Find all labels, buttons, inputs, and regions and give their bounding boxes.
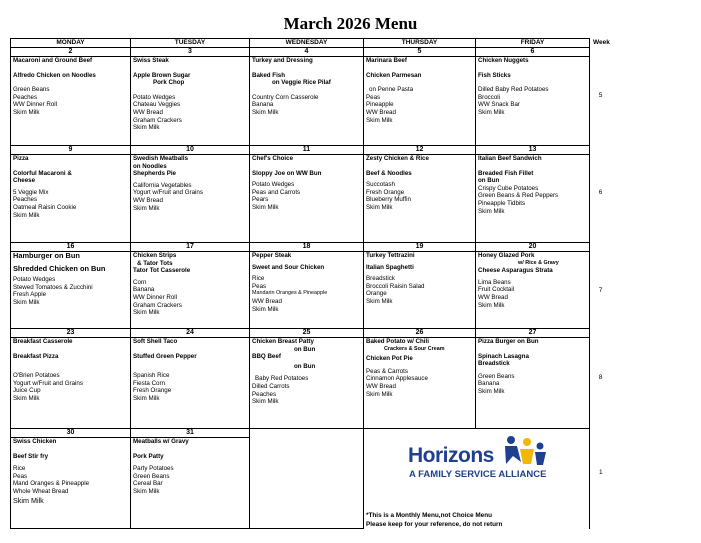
menu-line: Skim Milk — [478, 301, 505, 309]
week-number: 5 — [598, 91, 603, 99]
menu-line: Banana — [133, 286, 155, 294]
menu-line: Breakfast Casserole — [13, 338, 73, 345]
menu-line: w/ Rice & Gravy — [518, 259, 559, 266]
menu-line: Fiesta Corn — [133, 379, 165, 387]
day-cell — [131, 429, 250, 529]
date-number: 4 — [250, 48, 363, 57]
day-cell — [364, 146, 476, 243]
menu-line: Meatballs w/ Gravy — [133, 438, 189, 445]
menu-line: Chicken Parmesan — [366, 71, 422, 79]
menu-line: Apple Brown Sugar — [133, 71, 191, 79]
menu-line: Chicken Strips — [133, 252, 177, 259]
menu-line: Sloppy Joe on WW Bun — [252, 169, 322, 177]
menu-line: O'Brien Potatoes — [13, 372, 60, 380]
date-number: 24 — [131, 329, 249, 338]
menu-line: Baby Red Potatoes — [255, 375, 309, 383]
menu-line: WW Bread — [366, 108, 396, 116]
menu-line: Chateau Veggies — [133, 101, 181, 109]
menu-line: Succotash — [366, 181, 395, 189]
logo-name: Horizons — [408, 444, 494, 467]
menu-line: Hamburger on Bun — [13, 251, 80, 260]
day-cell — [131, 329, 250, 429]
menu-line: on Noodles — [133, 162, 167, 170]
date-number: 27 — [476, 329, 589, 338]
date-number: 2 — [11, 48, 130, 57]
menu-line: Oatmeal Raisin Cookie — [13, 203, 77, 211]
week-number: 7 — [598, 286, 603, 294]
menu-line: WW Bread — [366, 382, 396, 390]
menu-line: Pizza — [13, 155, 29, 162]
date-number: 23 — [11, 329, 130, 338]
menu-line: Peaches — [13, 93, 38, 101]
empty-cell — [250, 429, 364, 529]
logo-tagline: A FAMILY SERVICE ALLIANCE — [409, 469, 547, 480]
menu-line: Dilled Baby Red Potatoes — [478, 86, 549, 94]
date-number: 5 — [364, 48, 475, 57]
week-number: 1 — [598, 468, 603, 476]
day-header-thursday: THURSDAY — [364, 39, 476, 48]
menu-line: Cheese Asparagus Strata — [478, 267, 553, 275]
menu-line: Peaches — [13, 196, 38, 204]
menu-line: Swedish Meatballs — [133, 155, 189, 162]
menu-line: Skim Milk — [13, 394, 40, 402]
menu-line: Fish Sticks — [478, 71, 511, 79]
menu-line: Breaded Fish Fillet — [478, 169, 534, 177]
note-line-1: *This is a Monthly Menu,not Choice Menu — [366, 512, 493, 519]
menu-line: Graham Crackers — [133, 116, 182, 124]
menu-line: Green Beans — [133, 472, 170, 480]
day-cell — [250, 243, 364, 329]
day-cell — [364, 329, 476, 429]
menu-line: Spanish Rice — [133, 372, 170, 380]
day-cell — [476, 329, 590, 429]
menu-line: Cereal Bar — [133, 480, 163, 488]
menu-line: Country Corn Casserole — [252, 93, 319, 101]
menu-line: Peas — [252, 282, 267, 290]
date-number: 11 — [250, 146, 363, 155]
menu-line: Skim Milk — [133, 309, 160, 317]
day-header-wednesday: WEDNESDAY — [250, 39, 364, 48]
menu-line: Chef's Choice — [252, 155, 294, 162]
menu-line: Chicken Nuggets — [478, 57, 529, 64]
menu-line: WW Dinner Roll — [13, 101, 58, 109]
menu-line: Skim Milk — [478, 108, 505, 116]
note-line-2: Please keep for your reference, do not return — [366, 521, 503, 528]
day-cell — [364, 243, 476, 329]
menu-line: Skim Milk — [133, 124, 160, 132]
menu-line: Yogurt w/Fruit and Grains — [133, 189, 203, 197]
menu-line: Peaches — [252, 390, 277, 398]
menu-line: Peas — [13, 472, 28, 480]
day-cell — [364, 48, 476, 146]
menu-line: Macaroni and Ground Beef — [13, 57, 93, 64]
day-cell — [131, 48, 250, 146]
menu-line: Marinara Beef — [366, 57, 407, 64]
menu-line: Skim Milk — [133, 204, 160, 212]
menu-line: Stewed Tomatoes & Zucchini — [13, 283, 93, 291]
menu-line: Skim Milk — [133, 487, 160, 495]
menu-line: Rice — [13, 465, 26, 473]
menu-note — [366, 511, 502, 529]
menu-line: Pizza Burger on Bun — [478, 338, 539, 345]
menu-line: Orange — [366, 290, 387, 298]
menu-line: Fresh Orange — [133, 387, 172, 395]
menu-line: Baked Fish — [252, 71, 286, 79]
menu-line: Pepper Steak — [252, 252, 292, 259]
day-cell — [250, 48, 364, 146]
day-header-tuesday: TUESDAY — [131, 39, 250, 48]
menu-line: Breadstick — [478, 360, 510, 368]
menu-line: Skim Milk — [478, 387, 505, 395]
menu-line: Honey Glazed Pork — [478, 252, 535, 259]
menu-line: Stuffed Green Pepper — [133, 352, 197, 360]
day-cell — [11, 146, 131, 243]
menu-line: Soft Shell Taco — [133, 338, 178, 345]
menu-line: Turkey and Dressing — [252, 57, 313, 64]
menu-line: Baked Potato w/ Chili — [366, 338, 429, 345]
menu-line: Alfredo Chicken on Noodles — [13, 71, 96, 79]
day-cell — [11, 243, 131, 329]
date-number: 26 — [364, 329, 475, 338]
menu-line: Chicken Breast Patty — [252, 338, 314, 345]
menu-line: Skim Milk — [13, 495, 44, 505]
menu-line: Broccoli Raisin Salad — [366, 282, 425, 290]
menu-line: Skim Milk — [366, 390, 393, 398]
menu-line: California Vegetables — [133, 181, 192, 189]
day-cell — [250, 146, 364, 243]
menu-line: Italian Beef Sandwich — [478, 155, 542, 162]
menu-line: Skim Milk — [252, 305, 279, 313]
menu-line: Cinnamon Applesauce — [366, 375, 428, 383]
date-number: 16 — [11, 243, 130, 252]
week-header: Week — [593, 39, 610, 46]
menu-line: Green Beans & Red Peppers — [478, 192, 559, 200]
menu-line: Skim Milk — [13, 108, 40, 116]
day-cell — [131, 243, 250, 329]
week-number: 6 — [598, 188, 603, 196]
menu-line: on Bun — [478, 177, 500, 185]
menu-line: Skim Milk — [252, 398, 279, 406]
date-number: 30 — [11, 429, 130, 438]
menu-line: WW Bread — [478, 293, 508, 301]
date-number: 17 — [131, 243, 249, 252]
menu-line: 5 Veggie Mix — [13, 188, 49, 196]
date-number: 3 — [131, 48, 249, 57]
menu-line: Skim Milk — [252, 108, 279, 116]
menu-line: WW Bread — [133, 108, 163, 116]
menu-line: Breadstick — [366, 275, 395, 283]
day-cell — [11, 48, 131, 146]
menu-line: Peas — [366, 93, 381, 101]
menu-line: Rice — [252, 275, 265, 283]
menu-line: Yogurt w/Fruit and Grains — [13, 379, 83, 387]
menu-line: Pineapple — [366, 101, 394, 109]
menu-line: Peas & Carrots — [366, 367, 408, 375]
horizons-logo — [405, 440, 580, 500]
week-number: 8 — [598, 373, 603, 381]
menu-line: Fruit Cocktail — [478, 286, 515, 294]
menu-line: WW Bread — [252, 297, 282, 305]
day-cell — [476, 243, 590, 329]
date-number: 9 — [11, 146, 130, 155]
menu-line: BBQ Beef — [252, 353, 281, 361]
menu-line: Mand Oranges & Pineapple — [13, 480, 90, 488]
date-number: 18 — [250, 243, 363, 252]
menu-line: Skim Milk — [478, 207, 505, 215]
date-number: 6 — [476, 48, 589, 57]
menu-line: Crispy Cube Potatoes — [478, 184, 539, 192]
menu-line: Pork Chop — [153, 79, 185, 87]
menu-line: Banana — [478, 380, 500, 388]
menu-line: Mandarin Oranges & Pineapple — [252, 290, 328, 297]
menu-line: & Tator Tots — [137, 259, 173, 267]
menu-line: Graham Crackers — [133, 301, 182, 309]
menu-line: Colorful Macaroni & — [13, 169, 72, 177]
day-cell — [250, 329, 364, 429]
menu-line: Beef Stir fry — [13, 452, 49, 460]
menu-line: Crackers & Sour Cream — [384, 345, 445, 352]
day-cell — [476, 146, 590, 243]
day-cell — [11, 329, 131, 429]
menu-line: Fresh Apple — [13, 291, 47, 299]
menu-line: Tator Tot Casserole — [133, 267, 191, 275]
menu-line: Pork Patty — [133, 452, 164, 460]
menu-line: Pears — [252, 196, 269, 204]
menu-line: Skim Milk — [366, 297, 393, 305]
menu-line: on Bun — [294, 362, 316, 370]
menu-line: Skim Milk — [252, 203, 279, 211]
menu-line: Peas and Carrots — [252, 188, 301, 196]
menu-line: Potato Wedges — [133, 93, 176, 101]
menu-line: on Penne Pasta — [369, 86, 414, 94]
menu-line: Skim Milk — [133, 394, 160, 402]
menu-line: Green Beans — [478, 372, 515, 380]
date-number: 12 — [364, 146, 475, 155]
menu-line: Potato Wedges — [252, 181, 295, 189]
day-cell — [131, 146, 250, 243]
menu-line: on Veggie Rice Pilaf — [272, 79, 331, 87]
menu-line: Whole Wheat Bread — [13, 487, 69, 495]
menu-line: Party Potatoes — [133, 465, 174, 473]
menu-line: Potato Wedges — [13, 276, 56, 284]
menu-line: WW Bread — [133, 196, 163, 204]
menu-line: on Bun — [294, 345, 316, 353]
day-cell — [11, 429, 131, 529]
date-number: 25 — [250, 329, 363, 338]
menu-line: Banana — [252, 101, 274, 109]
page-title: March 2026 Menu — [283, 14, 418, 33]
family-figures-icon — [503, 434, 549, 468]
menu-line: Green Beans — [13, 86, 50, 94]
day-header-monday: MONDAY — [11, 39, 131, 48]
menu-line: WW Snack Bar — [478, 101, 520, 109]
menu-line: Beef & Noodles — [366, 169, 412, 177]
menu-line: Lima Beans — [478, 278, 511, 286]
menu-line: Fresh Orange — [366, 188, 405, 196]
menu-line: Dilled Carrots — [252, 382, 290, 390]
menu-line: Skim Milk — [13, 211, 40, 219]
menu-line: Skim Milk — [13, 298, 40, 306]
menu-line: Shepherds Pie — [133, 170, 176, 178]
menu-line: Juice Cup — [13, 387, 41, 395]
day-cell — [476, 48, 590, 146]
menu-line: Cheese — [13, 177, 36, 185]
menu-line: Skim Milk — [366, 116, 393, 124]
menu-line: Swiss Steak — [133, 57, 169, 64]
day-header-friday: FRIDAY — [476, 39, 590, 48]
menu-line: Sweet and Sour Chicken — [252, 263, 325, 271]
menu-line: Shredded Chicken on Bun — [13, 263, 106, 273]
date-number: 31 — [131, 429, 249, 438]
date-number: 19 — [364, 243, 475, 252]
menu-line: Skim Milk — [366, 203, 393, 211]
menu-line: Turkey Tettrazini — [366, 252, 415, 259]
menu-line: Italian Spaghetti — [366, 263, 414, 271]
menu-line: Corn — [133, 278, 147, 286]
date-number: 20 — [476, 243, 589, 252]
menu-line: Broccoli — [478, 93, 501, 101]
menu-line: Swiss Chicken — [13, 438, 57, 445]
menu-line: Chicken Pot Pie — [366, 355, 413, 363]
menu-line: Pineapple Tidbits — [478, 199, 526, 207]
menu-line: Spinach Lasagna — [478, 352, 529, 360]
menu-line: Blueberry Muffin — [366, 196, 411, 204]
menu-line: WW Dinner Roll — [133, 293, 178, 301]
menu-line: Zesty Chicken & Rice — [366, 155, 429, 162]
menu-line: Breakfast Pizza — [13, 352, 59, 360]
date-number: 10 — [131, 146, 249, 155]
date-number: 13 — [476, 146, 589, 155]
